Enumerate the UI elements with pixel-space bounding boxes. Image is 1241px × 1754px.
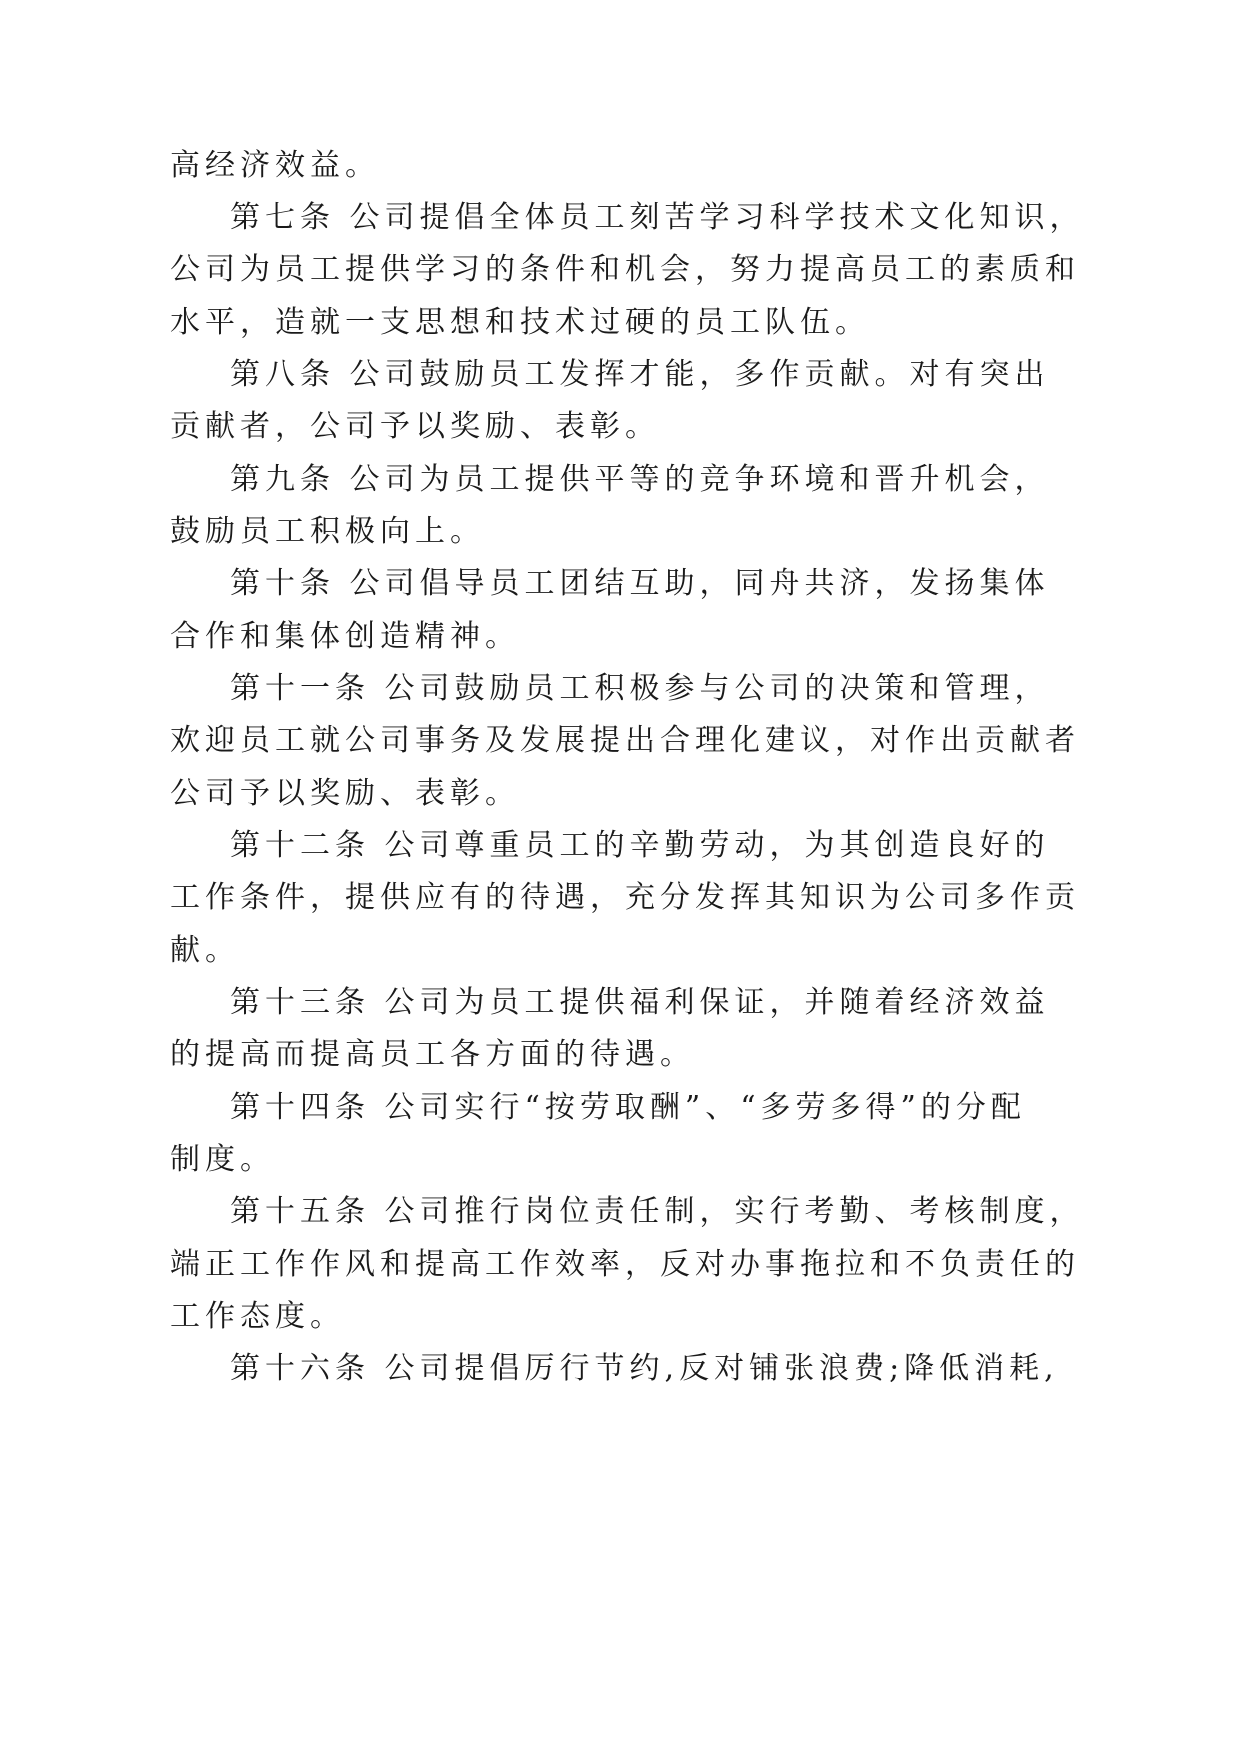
article-10-line: 第十条 公司倡导员工团结互助，同舟共济，发扬集体 xyxy=(230,566,1050,601)
text-line: 工作态度。 xyxy=(170,1299,345,1334)
article-12-line: 第十二条 公司尊重员工的辛勤劳动，为其创造良好的 xyxy=(230,828,1050,863)
article-7-line: 第七条 公司提倡全体员工刻苦学习科学技术文化知识， xyxy=(230,200,1085,235)
text-line: 鼓励员工积极向上。 xyxy=(170,514,485,549)
text-line: 献。 xyxy=(170,933,240,968)
article-11-line: 第十一条 公司鼓励员工积极参与公司的决策和管理， xyxy=(230,671,1050,706)
article-16-line: 第十六条 公司提倡厉行节约,反对铺张浪费;降低消耗, xyxy=(230,1351,1059,1386)
text-line: 公司为员工提供学习的条件和机会，努力提高员工的素质和 xyxy=(170,252,1080,287)
article-8-line: 第八条 公司鼓励员工发挥才能，多作贡献。对有突出 xyxy=(230,357,1050,392)
article-9-line: 第九条 公司为员工提供平等的竞争环境和晋升机会， xyxy=(230,462,1050,497)
text-line: 欢迎员工就公司事务及发展提出合理化建议，对作出贡献者 xyxy=(170,723,1080,758)
article-14-line: 第十四条 公司实行“按劳取酬”、“多劳多得”的分配 xyxy=(230,1090,1026,1125)
text-line: 贡献者，公司予以奖励、表彰。 xyxy=(170,409,660,444)
text-line: 公司予以奖励、表彰。 xyxy=(170,776,520,811)
article-15-line: 第十五条 公司推行岗位责任制，实行考勤、考核制度， xyxy=(230,1194,1085,1229)
text-line: 工作条件，提供应有的待遇，充分发挥其知识为公司多作贡 xyxy=(170,880,1080,915)
text-line: 高经济效益。 xyxy=(170,148,380,183)
text-line: 制度。 xyxy=(170,1142,275,1177)
article-13-line: 第十三条 公司为员工提供福利保证，并随着经济效益 xyxy=(230,985,1050,1020)
text-line: 的提高而提高员工各方面的待遇。 xyxy=(170,1037,695,1072)
text-line: 合作和集体创造精神。 xyxy=(170,619,520,654)
text-line: 水平，造就一支思想和技术过硬的员工队伍。 xyxy=(170,305,870,340)
text-line: 端正工作作风和提高工作效率，反对办事拖拉和不负责任的 xyxy=(170,1247,1080,1282)
